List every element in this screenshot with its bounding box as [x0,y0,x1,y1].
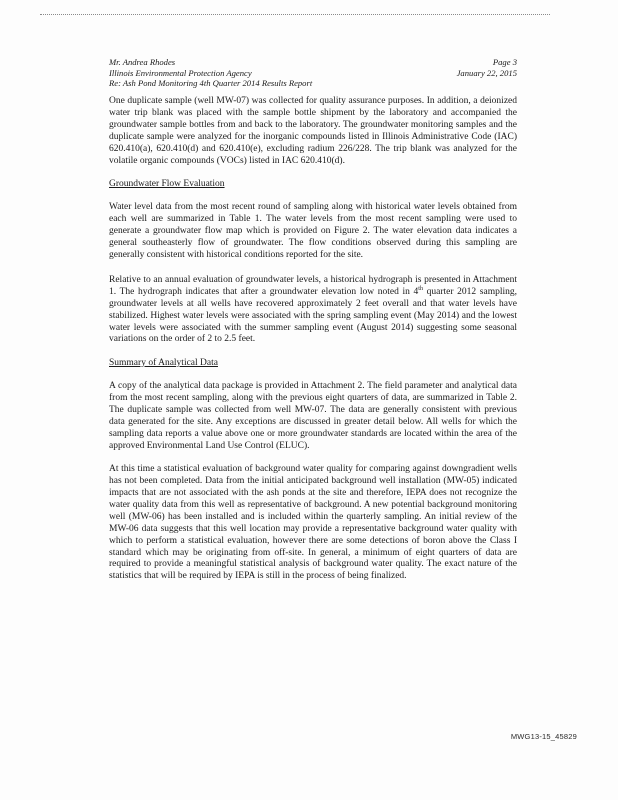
paragraph-hydrograph [109,275,517,346]
paragraph-statistical-evaluation: At this time a statistical evaluation of background water quality for comparing against downgradient wells has not been completed. Data from the initial anticipated background well installation (MW-05) indicated impacts that are not associated with the ash ponds at the site and therefore, IEPA does not recognize the water quality data from this well as representative of background. A new potential background monitoring well (MW-06) has been installed and is included within the quarterly sampling. An initial review of the MW-06 data suggests that this well location may provide a representative background water quality with which to perform a statistical evaluation, however there are some detections of boron above the Class I standard which may be originating from off-site. In general, a minimum of eight quarters of data are required to provide a meaningful statistical analysis of background water quality. The exact nature of the statistics that will be required by IEPA is still in the process of being finalized. [109,464,517,582]
header-row-3 [109,78,517,89]
hydrograph-text-end: quarter 2012 sampling, groundwater levels at all wells have recovered approximately 2 feet overall and that water levels have stabilized. Highest water levels were associated with the spring sampling event (May 2014) and the lowest water levels were associated with the summer sampling event (August 2014) suggesting some seasonal variations on the order of 2 to 2.5 feet. [109,286,518,345]
paragraph-water-levels: Water level data from the most recent round of sampling along with historical water levels obtained from each well are summarized in Table 1. The water levels from the most recent sampling were used to generate a groundwater flow map which is provided on Figure 2. The water elevation data indicates a general southeasterly flow of groundwater. The flow conditions observed during this sampling are generally consistent with historical conditions reported for the site. [109,202,517,260]
addressee: Mr. Andrea Rhodes [109,57,176,67]
letter-header [109,57,517,89]
ordinal-superscript: th [418,285,423,292]
agency-name: Illinois Environmental Protection Agency [109,67,252,78]
letter-date: January 22, 2015 [456,67,517,78]
bates-number: MWG13-15_45829 [510,732,577,741]
heading-analytical-data: Summary of Analytical Data [109,357,218,368]
header-row-1 [109,57,517,68]
heading-groundwater-flow: Groundwater Flow Evaluation [109,178,225,189]
subject-line: Re: Ash Pond Monitoring 4th Quarter 2014 Results Report [109,78,313,88]
header-row-2 [109,68,517,79]
letter-body [109,96,517,595]
page-number: Page 3 [492,57,517,67]
paragraph-duplicate-sample: One duplicate sample (well MW-07) was collected for quality assurance purposes. In addition, a deionized water trip blank was placed with the sample bottle shipment by the laboratory and accompanied the groundwater sample bottles from and back to the laboratory. The groundwater monitoring samples and the duplicate sample were analyzed for the inorganic compounds listed in Illinois Administrative Code (IAC) 620.410(a), 620.410(d) and 620.410(e), excluding radium 226/228. The trip blank was analyzed for the volatile organic compounds (VOCs) listed in IAC 620.410(d). [109,96,517,166]
hydrograph-text-start: Relative to an annual evaluation of groundwater levels, a historical hydrograph is presented in Attachment 1. The hydrograph indicates that after a groundwater elevation low noted in 4 [109,274,517,297]
scan-artifact-line [40,14,550,15]
paragraph-analytical-data: A copy of the analytical data package is provided in Attachment 2. The field parameter and analytical data from the most recent sampling, along with the previous eight quarters of data, are summarized in Table 2. The duplicate sample was collected from well MW-07. The data are generally consistent with previous data generated for the site. Any exceptions are discussed in greater detail below. All wells for which the sampling data reports a value above one or more groundwater standards are located within the area of the approved Environmental Land Use Control (ELUC). [109,381,517,451]
